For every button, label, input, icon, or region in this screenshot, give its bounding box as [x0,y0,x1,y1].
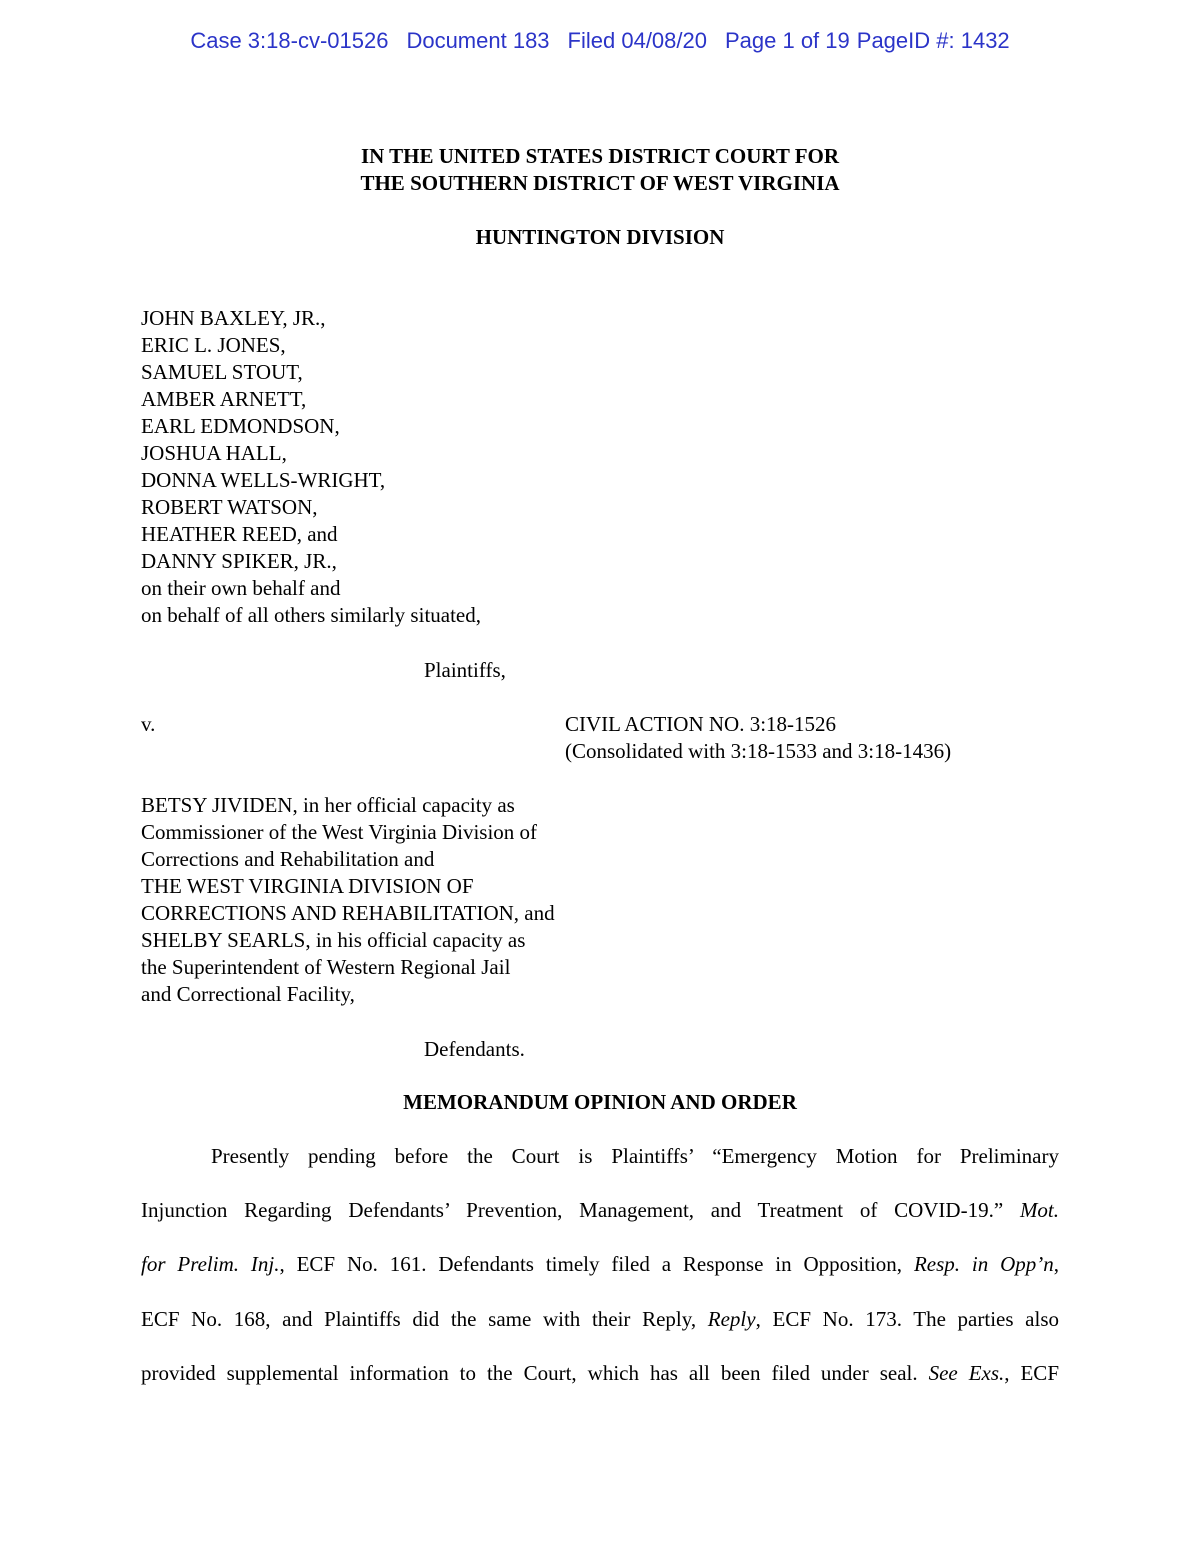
case-number: Case 3:18-cv-01526 [190,28,389,53]
plaintiff-line: HEATHER REED, and [141,522,338,546]
plaintiff-line: AMBER ARNETT, [141,387,307,411]
document-title: MEMORANDUM OPINION AND ORDER [403,1090,797,1114]
body-text: provided supplemental information to the Court, which has all been filed under seal. [141,1360,918,1385]
plaintiff-line: EARL EDMONDSON, [141,414,340,438]
page-count: Page 1 of 19 [724,28,850,53]
plaintiff-line: on their own behalf and [141,576,341,600]
body-text: ECF No. 168, and Plaintiffs did the same with their Reply, [141,1306,697,1331]
body-text: , ECF No. 173. The parties also [755,1306,1059,1331]
defendant-line: Corrections and Rehabilitation and [141,847,435,871]
plaintiff-line: JOHN BAXLEY, JR., [141,306,326,330]
court-heading-line-1: IN THE UNITED STATES DISTRICT COURT FOR [360,144,840,168]
plaintiff-line: DONNA WELLS-WRIGHT, [141,468,386,492]
defendant-line: Commissioner of the West Virginia Division of [141,820,538,844]
defendant-line: THE WEST VIRGINIA DIVISION OF [141,874,474,898]
body-line-5 [141,1360,1059,1414]
plaintiff-line: JOSHUA HALL, [141,441,287,465]
citation-italic: Mot. [1019,1198,1060,1223]
division-heading: HUNTINGTON DIVISION [475,225,725,249]
body-line-2 [141,1197,1059,1251]
plaintiff-line: on behalf of all others similarly situated, [141,603,481,627]
plaintiff-line: DANNY SPIKER, JR., [141,549,337,573]
body-text: , ECF [1004,1360,1059,1385]
citation-italic: Reply [707,1306,756,1331]
body-text: , [1053,1252,1059,1277]
versus-label: v. [141,712,156,736]
body-text: , ECF No. 161. Defendants timely filed a Response in Opposition, [279,1252,903,1277]
defendant-line: SHELBY SEARLS, in his official capacity as [141,928,526,952]
civil-action-number: CIVIL ACTION NO. 3:18-1526 [565,712,837,736]
citation-italic: for Prelim. Inj. [141,1252,280,1277]
body-line-1 [141,1143,1059,1197]
defendants-role-label: Defendants. [424,1037,525,1061]
court-heading-line-2: THE SOUTHERN DISTRICT OF WEST VIRGINIA [360,171,840,195]
plaintiffs-list [141,305,481,629]
defendants-list [141,792,555,1008]
opinion-body [141,1143,1059,1414]
body-line-3 [141,1251,1059,1305]
body-text: Injunction Regarding Defendants’ Prevention, Management, and Treatment of COVID-19.” [141,1198,1004,1223]
defendant-line: CORRECTIONS AND REHABILITATION, and [141,901,555,925]
civil-action-block [565,711,951,765]
citation-italic: Resp. in Opp’n [913,1252,1054,1277]
defendant-line: the Superintendent of Western Regional Jail [141,955,511,979]
filed-date: Filed 04/08/20 [567,28,707,53]
defendant-line: BETSY JIVIDEN, in her official capacity as [141,793,515,817]
page-id: PageID #: 1432 [856,28,1010,53]
court-heading [0,143,1200,197]
plaintiffs-role-label: Plaintiffs, [424,658,506,682]
ecf-filing-header [0,27,1200,55]
plaintiff-line: SAMUEL STOUT, [141,360,303,384]
plaintiff-line: ROBERT WATSON, [141,495,318,519]
document-number: Document 183 [406,28,550,53]
consolidated-note: (Consolidated with 3:18-1533 and 3:18-1436) [565,739,952,763]
body-text: Presently pending before the Court is Plaintiffs’ “Emergency Motion for Preliminary [211,1144,1059,1168]
citation-italic: See Exs. [928,1360,1005,1385]
defendant-line: and Correctional Facility, [141,982,355,1006]
body-line-4 [141,1306,1059,1360]
plaintiff-line: ERIC L. JONES, [141,333,286,357]
